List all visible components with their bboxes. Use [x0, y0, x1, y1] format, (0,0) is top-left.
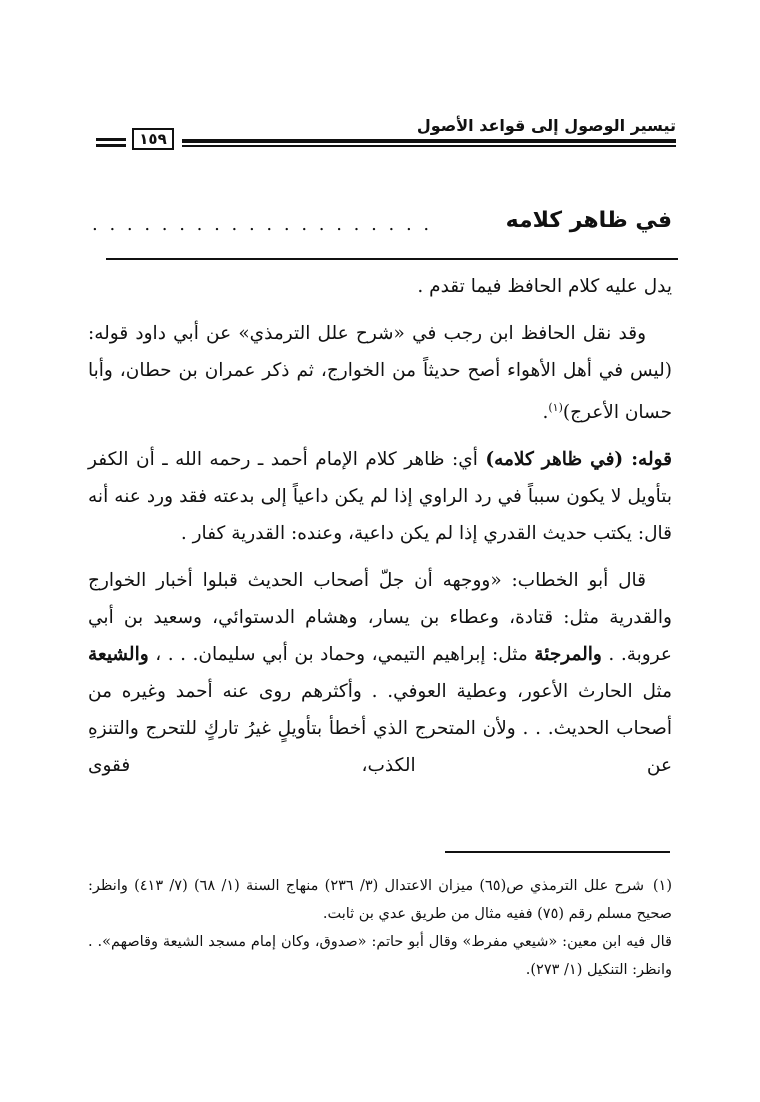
- lemma-rule: [106, 258, 678, 260]
- page-dash: [96, 138, 126, 141]
- paragraph-end: .: [542, 402, 549, 424]
- paragraph-text: قال أبو الخطاب: «ووجهه أن جلّ أصحاب الحديث قبلوا أخبار الخوارج والقدرية مثل: قتادة، وعطاء بن يسار، وهشام الدستوائي، وسعيد بن أبي عروبة. .: [88, 570, 672, 666]
- footnotes: [88, 872, 672, 984]
- term-shia: والشيعة: [88, 644, 149, 666]
- lemma-dots: . . . . . . . . . . . . . . . . . . . .: [92, 214, 433, 235]
- lemma-heading: [92, 208, 672, 244]
- page-dash: [96, 144, 126, 147]
- commented-phrase: قوله: (في ظاهر كلامه): [485, 449, 673, 471]
- paragraph-text: مثل: إبراهيم التيمي، وحماد بن أبي سليمان. . . ،: [155, 644, 535, 666]
- header-rule: [182, 139, 676, 143]
- footnote-number: (١): [652, 878, 673, 894]
- term-murjia: والمرجئة: [534, 644, 602, 666]
- footnote: [88, 872, 672, 928]
- footnote-rule: [445, 851, 670, 853]
- paragraph-text: يدل عليه كلام الحافظ فيما تقدم .: [417, 276, 672, 297]
- paragraph: [88, 562, 672, 784]
- header-rule-thin: [182, 145, 676, 147]
- paragraph-text: أي: ظاهر كلام الإمام أحمد ـ رحمه الله ـ أن الكفر بتأويل لا يكون سبباً في رد الراوي إذا لم يكن داعياً إلى بدعته فقد ورد عنه أنه قال: يكتب حديث القدري إذا لم يكن داعية، وعنده: القدرية كفار .: [88, 449, 672, 545]
- running-header: [96, 112, 676, 152]
- footnote-text: قال فيه ابن معين: «شيعي مفرط» وقال أبو حاتم: «صدوق، وكان إمام مسجد الشيعة وقاصهم». . وانظر: التنكيل (١/ ٢٧٣).: [88, 934, 672, 978]
- body-text: [88, 268, 672, 794]
- footnote-ref[interactable]: (١): [548, 401, 563, 414]
- paragraph: [88, 441, 672, 552]
- paragraph: [88, 315, 672, 431]
- footnote-continued: [88, 928, 672, 984]
- paragraph: [88, 268, 672, 305]
- book-title: تيسير الوصول إلى قواعد الأصول: [416, 116, 676, 135]
- footnote-text: شرح علل الترمذي ص(٦٥) ميزان الاعتدال (٣/ ٢٣٦) منهاج السنة (١/ ٦٨) (٧/ ٤١٣) وانظر: صحيح مسلم رقم (٧٥) ففيه مثال من طريق عدي بن ثابت.: [88, 878, 672, 922]
- paragraph-text: وقد نقل الحافظ ابن رجب في «شرح علل الترمذي» عن أبي داود قوله: (ليس في أهل الأهواء أصح حديثاً من الخوارج، ثم ذكر عمران بن حطان، وأبا حسان الأعرج): [88, 323, 672, 424]
- lemma-text: في ظاهر كلامه: [505, 208, 672, 233]
- paragraph-text: مثل الحارث الأعور، وعطية العوفي. . وأكثرهم روى عنه أحمد وغيره من أصحاب الحديث. . . ولأن المتحرج الذي أخطأ بتأويلٍ غيرُ تاركٍ للتحرج والتنزهِ عن الكذب، فقوى: [88, 681, 672, 777]
- page-number: ١٥٩: [132, 128, 174, 150]
